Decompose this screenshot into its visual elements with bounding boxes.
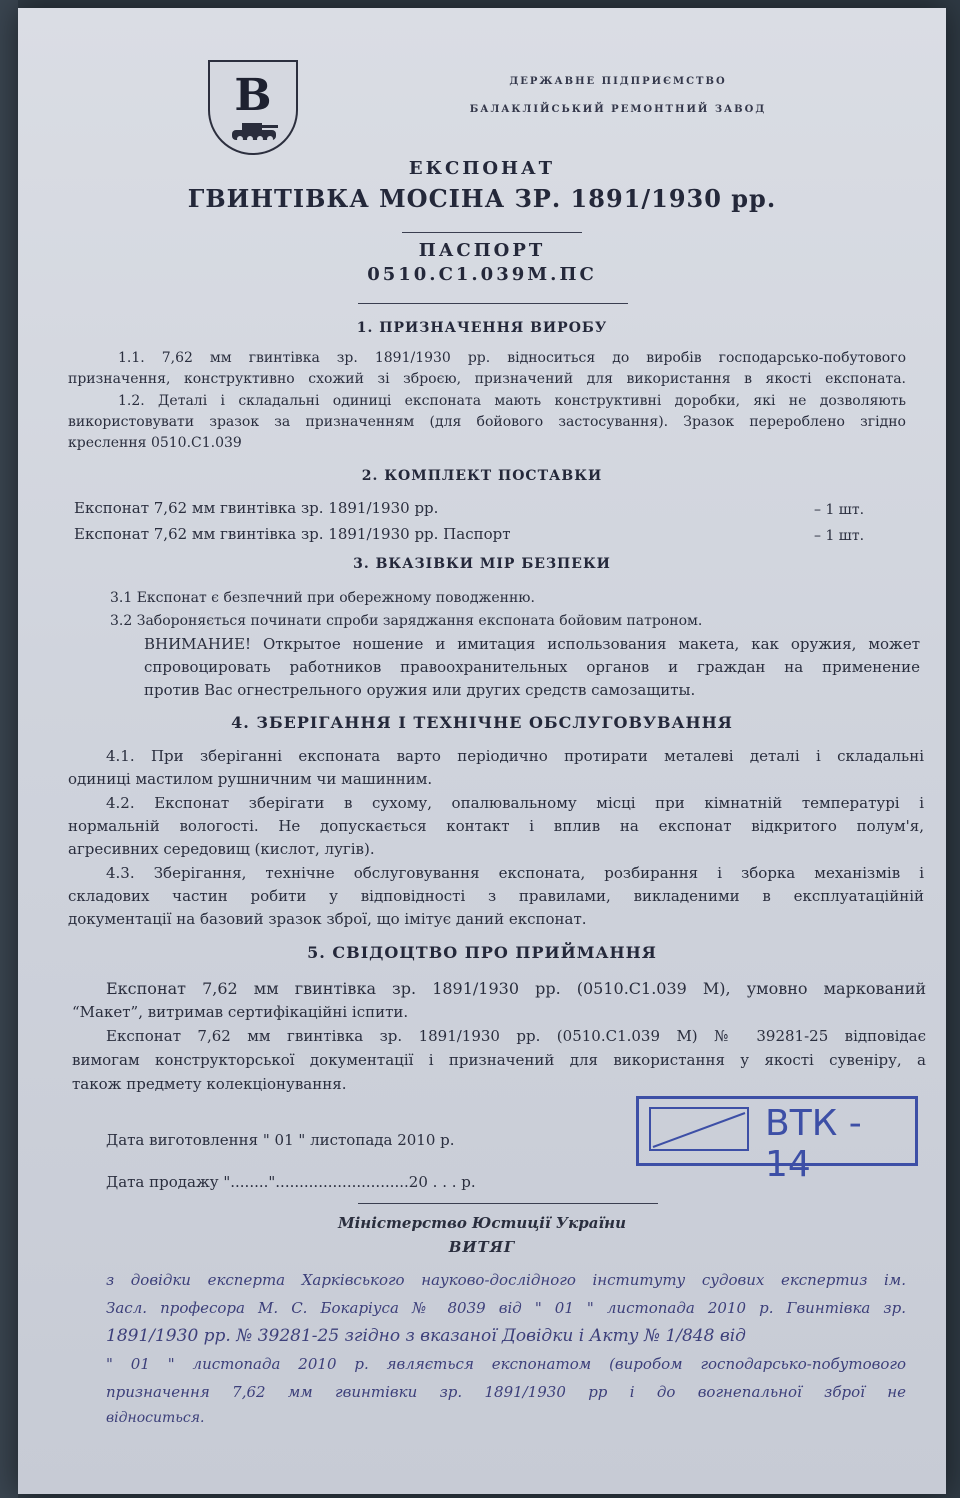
tank-silhouette-icon [228, 120, 280, 144]
header-line-2: БАЛАКЛІЙСЬКИЙ РЕМОНТНИЙ ЗАВОД [469, 104, 767, 115]
header-line-1: ДЕРЖАВНЕ ПІДПРИЄМСТВО [509, 76, 727, 87]
title-exhibit: ЕКСПОНАТ [408, 158, 556, 179]
section-4-heading: 4. ЗБЕРІГАННЯ І ТЕХНІЧНЕ ОБСЛУГОВУВАННЯ [231, 713, 733, 732]
title-passport: ПАСПОРТ [418, 240, 546, 261]
s3-p1: 3.1 Експонат є безпечний при обережному поводженню. [110, 590, 535, 606]
delivery-item-2: Експонат 7,62 мм гвинтівка зр. 1891/1930 рр. Паспорт [74, 525, 511, 543]
s5-p1-line1: Експонат 7,62 мм гвинтівка зр. 1891/1930 рр. (0510.С1.039 М), умовно маркований [106, 979, 926, 998]
s4-p3-line3: документації на базовий зразок зброї, що імітує даний експонат. [68, 910, 587, 928]
document-page [18, 8, 946, 1494]
delivery-qty-1: – 1 шт. [814, 502, 865, 518]
quality-control-stamp [636, 1096, 918, 1185]
title-code: 0510.С1.039М.ПС [367, 264, 597, 285]
s1-p2-line2: використовувати зразок за призначенням (для бойового застосування). Зразок перероблено згідно [68, 414, 906, 430]
warning-line-2: спровоцировать работников правоохранительных органов и граждан на применение [144, 658, 920, 676]
background-edge [0, 0, 18, 1498]
title-rifle: ГВИНТІВКА МОСІНА ЗР. 1891/1930 рр. [187, 184, 777, 213]
extract-title: ВИТЯГ [448, 1238, 516, 1256]
section-1-heading: 1. ПРИЗНАЧЕННЯ ВИРОБУ [356, 320, 608, 336]
s4-p2-line2: нормальній вологості. Не допускається контакт і вплив на експонат відкритого полум'я, [68, 817, 924, 835]
stamp-diagonal-icon [651, 1109, 747, 1149]
extract-line-3: 1891/1930 рр. № 39281-25 згідно з вказаної Довідки і Акту № 1/848 від [106, 1326, 746, 1346]
s4-p2-line1: 4.2. Експонат зберігати в сухому, опалювальному місці при кімнатній температурі і [106, 794, 924, 812]
section-2-heading: 2. КОМПЛЕКТ ПОСТАВКИ [361, 468, 603, 484]
manufacture-date: Дата виготовлення " 01 " листопада 2010 р. [106, 1131, 455, 1149]
delivery-qty-2: – 1 шт. [814, 528, 865, 544]
sale-date: Дата продажу "........"............................20 . . . р. [106, 1173, 476, 1191]
s4-p3-line2: складових частин робити у відповідності з правилами, викладеними в експлуатаційній [68, 887, 924, 905]
s4-p3-line1: 4.3. Зберігання, технічне обслуговування експоната, розбирання і зборка механізмів і [106, 864, 924, 882]
stamp-frame [649, 1107, 749, 1151]
factory-emblem-icon [208, 60, 298, 155]
s1-p2-line1: 1.2. Деталі і складальні одиниці експоната мають конструктивні доробки, які не дозволяють [118, 393, 906, 409]
extract-line-2: Засл. професора М. С. Бокаріуса № 8039 від " 01 " листопада 2010 р. Гвинтівка зр. [106, 1299, 906, 1317]
section-divider [358, 303, 628, 304]
extract-line-1: з довідки експерта Харківського науково-дослідного інституту судових експертиз ім. [106, 1271, 906, 1289]
section-3-heading: 3. ВКАЗІВКИ МІР БЕЗПЕКИ [353, 556, 611, 572]
s5-p1-line2: “Макет”, витримав сертифікаційні іспити. [72, 1003, 409, 1021]
title-divider [402, 232, 582, 233]
extract-line-4: " 01 " листопада 2010 р. являється експонатом (виробом господарсько-побутового [106, 1355, 906, 1373]
s4-p2-line3: агресивних середовищ (кислот, лугів). [68, 840, 375, 858]
s3-p2: 3.2 Забороняється починати спроби заряджання експоната бойовим патроном. [110, 613, 703, 629]
warning-line-1: ВНИМАНИЕ! Открытое ношение и имитация использования макета, как оружия, может [144, 635, 920, 653]
extract-divider [358, 1203, 658, 1204]
extract-line-6: відноситься. [106, 1410, 205, 1426]
s1-p1-line2: призначення, конструктивно схожий зі зброєю, призначений для використання в якості експоната. [68, 371, 906, 387]
warning-line-3: против Вас огнестрельного оружия или других средств самозащиты. [144, 681, 696, 699]
delivery-item-1: Експонат 7,62 мм гвинтівка зр. 1891/1930 рр. [74, 499, 439, 517]
s1-p1-line1: 1.1. 7,62 мм гвинтівка зр. 1891/1930 рр. відноситься до виробів господарсько-побутового [118, 350, 906, 366]
s4-p1-line2: одиниці мастилом рушничним чи машинним. [68, 770, 433, 788]
extract-line-5: призначення 7,62 мм гвинтівки зр. 1891/1930 рр і до вогнепальної зброї не [106, 1383, 906, 1401]
s5-p2-line2: вимогам конструкторської документації і призначений для використання у якості сувеніру, а [72, 1051, 926, 1069]
ministry-name: Міністерство Юстиції України [337, 1214, 626, 1232]
s1-p2-line3: креслення 0510.С1.039 [68, 435, 242, 451]
s5-p2-line3: також предмету колекціонування. [72, 1075, 347, 1093]
section-5-heading: 5. СВІДОЦТВО ПРО ПРИЙМАННЯ [307, 943, 657, 962]
s4-p1-line1: 4.1. При зберіганні експоната варто періодично протирати металеві деталі і складальні [106, 747, 924, 765]
s5-p2-line1: Експонат 7,62 мм гвинтівка зр. 1891/1930 рр. (0510.С1.039 М) № 39281-25 відповідає [106, 1027, 926, 1045]
stamp-label: ВТК - 14 [765, 1103, 862, 1185]
logo-letter: В [234, 70, 272, 121]
